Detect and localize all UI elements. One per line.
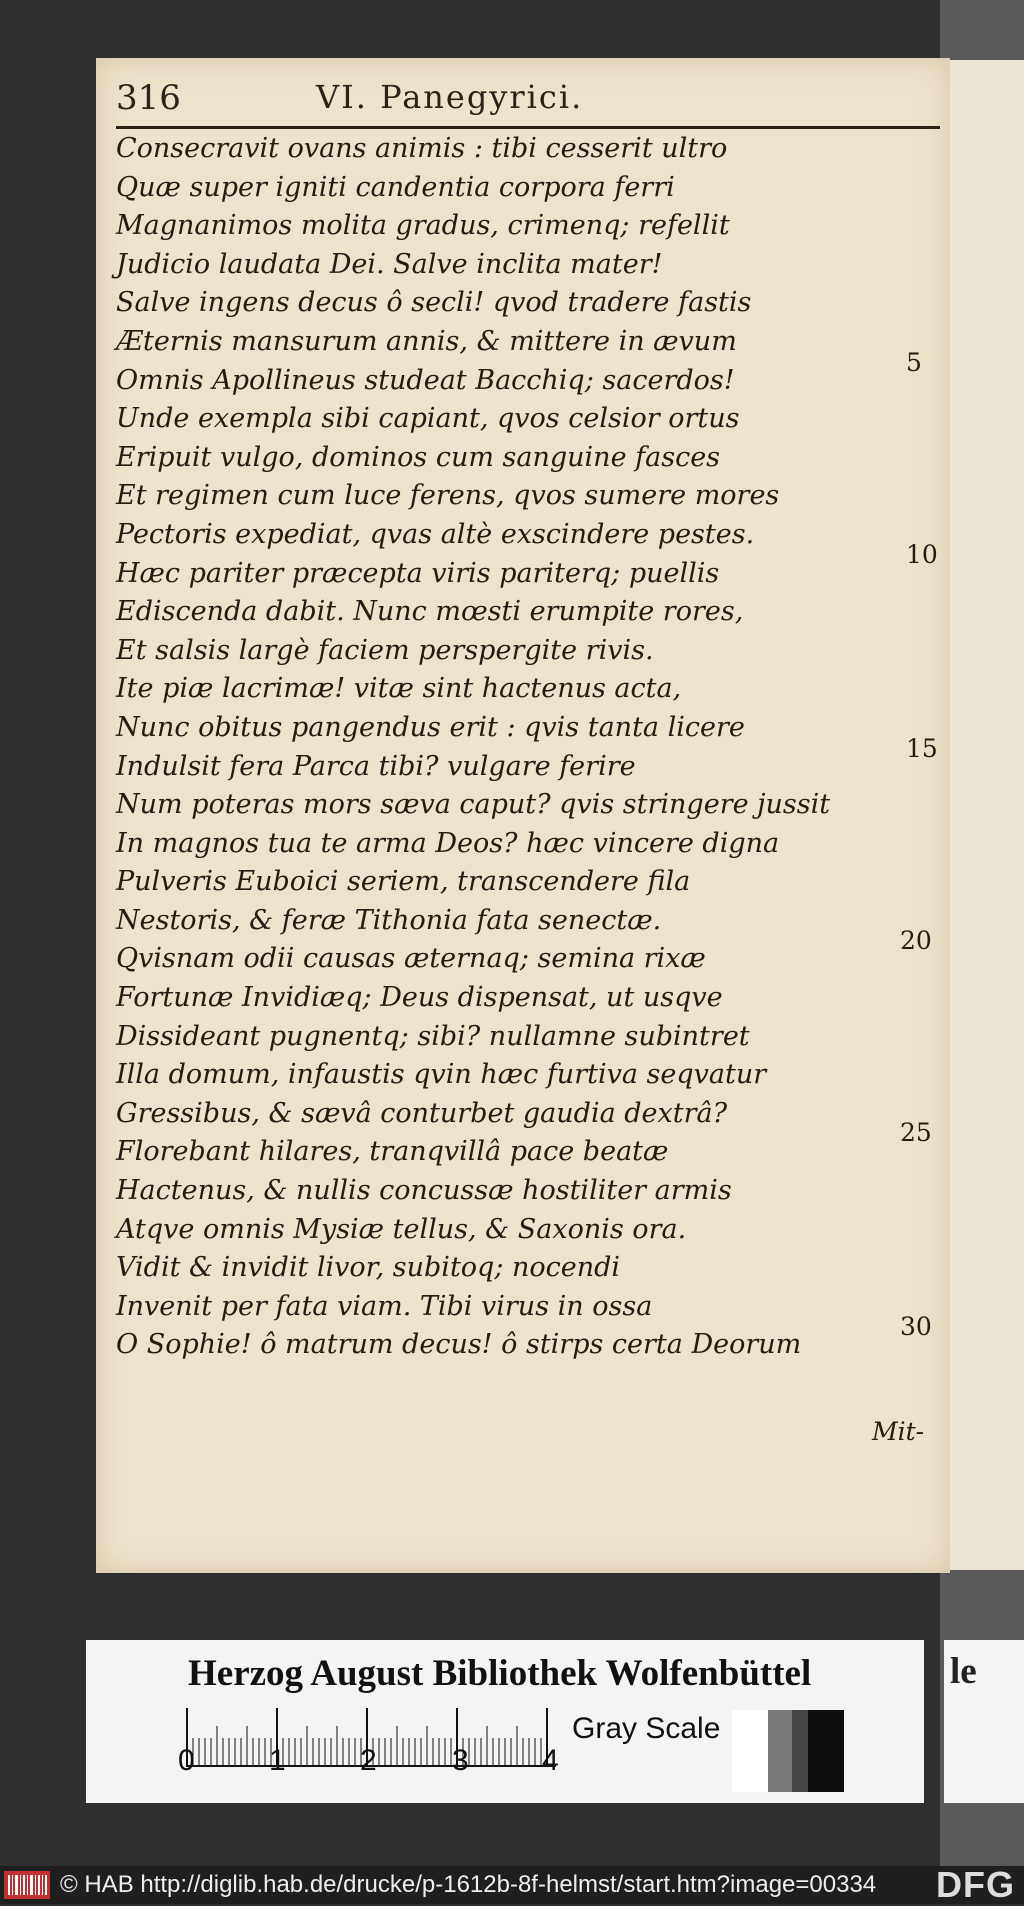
line-number: 30 bbox=[900, 1312, 932, 1341]
verse-line: Æternis mansurum annis, & mittere in ævum bbox=[116, 325, 737, 357]
barcode-icon bbox=[4, 1871, 50, 1899]
verse-line: O Sophie! ô matrum decus! ô stirps certa Deorum bbox=[116, 1329, 802, 1361]
header-rule bbox=[116, 126, 940, 129]
verse-line: Nestoris, & feræ Tithonia fata senectæ. bbox=[116, 904, 662, 936]
verse-line: Florebant hilares, tranqvillâ pace beatæ bbox=[116, 1136, 669, 1168]
footer-credit[interactable]: © HAB http://diglib.hab.de/drucke/p-1612b-8f-helmst/start.htm?image=00334 bbox=[60, 1871, 877, 1898]
verse-line: Vidit & invidit livor, subitoq; nocendi bbox=[116, 1252, 621, 1284]
verse-line: Judicio laudata Dei. Salve inclita mater! bbox=[116, 248, 663, 280]
adjacent-page bbox=[945, 60, 1024, 1570]
catchword: Mit- bbox=[872, 1417, 925, 1446]
verse-line: Illa domum, infaustis qvin hæc furtiva seqvatur bbox=[116, 1059, 767, 1091]
page-number: 316 bbox=[116, 78, 181, 118]
gray-swatch-dark bbox=[792, 1710, 808, 1792]
gray-swatch-mid bbox=[768, 1710, 792, 1792]
verse-line: Hactenus, & nullis concussæ hostiliter armis bbox=[116, 1175, 732, 1207]
verse-line: Indulsit fera Parca tibi? vulgare ferire bbox=[116, 750, 636, 782]
verse-line: Unde exempla sibi capiant, qvos celsior ortus bbox=[116, 403, 740, 435]
footer-bar bbox=[0, 1866, 1024, 1904]
verse-line: Fortunæ Invidiæq; Deus dispensat, ut usqve bbox=[116, 982, 723, 1014]
verse-line: Qvisnam odii causas æternaq; semina rixæ bbox=[116, 943, 706, 975]
gray-scale-label: Gray Scale bbox=[572, 1712, 721, 1745]
ruler-label: 4 bbox=[542, 1744, 559, 1777]
verse-line: Quæ super igniti candentia corpora ferri bbox=[116, 171, 675, 203]
verse-line: Salve ingens decus ô secli! qvod tradere fastis bbox=[116, 287, 752, 319]
line-number: 5 bbox=[906, 348, 922, 377]
line-number: 10 bbox=[906, 540, 938, 569]
verse-line: Magnanimos molita gradus, crimenq; refellit bbox=[116, 210, 730, 242]
verse-line: Et salsis largè faciem perspergite rivis. bbox=[116, 634, 654, 666]
adjacent-library-fragment: le bbox=[950, 1651, 977, 1692]
verse-line: Gressibus, & sævâ conturbet gaudia dextrâ? bbox=[116, 1097, 728, 1129]
ruler-label: 2 bbox=[360, 1744, 377, 1777]
verse-line: Ite piæ lacrimæ! vitæ sint hactenus acta, bbox=[116, 673, 682, 705]
color-scale-card bbox=[86, 1640, 924, 1803]
verse-line: Et regimen cum luce ferens, qvos sumere mores bbox=[116, 480, 780, 512]
verse-line: Pulveris Euboici seriem, transcendere fila bbox=[116, 866, 691, 898]
verse-line: Atqve omnis Mysiæ tellus, & Saxonis ora. bbox=[116, 1213, 687, 1245]
verse-text bbox=[116, 130, 876, 1365]
line-number: 20 bbox=[900, 926, 932, 955]
gray-swatch-white bbox=[732, 1710, 768, 1792]
running-head: VI. Panegyrici. bbox=[316, 78, 584, 116]
gray-swatch-black bbox=[808, 1710, 844, 1792]
ruler-label: 1 bbox=[269, 1744, 286, 1777]
verse-line: In magnos tua te arma Deos? hæc vincere digna bbox=[116, 827, 780, 859]
verse-line: Dissideant pugnentq; sibi? nullamne subintret bbox=[116, 1020, 750, 1052]
verse-line: Consecravit ovans animis : tibi cesserit ultro bbox=[116, 133, 728, 164]
adjacent-scale-card bbox=[944, 1640, 1024, 1803]
verse-line: Invenit per fata viam. Tibi virus in ossa bbox=[116, 1290, 653, 1322]
verse-line: Eripuit vulgo, dominos cum sanguine fasces bbox=[116, 441, 721, 473]
line-number: 15 bbox=[906, 734, 938, 763]
line-number: 25 bbox=[900, 1118, 932, 1147]
page-header bbox=[116, 78, 736, 118]
verse-line: Pectoris expediat, qvas altè exscindere pestes. bbox=[116, 518, 755, 550]
dfg-logo: DFG bbox=[936, 1864, 1015, 1905]
verse-line: Ediscenda dabit. Nunc mœsti erumpite rores, bbox=[116, 596, 744, 628]
verse-line: Num poteras mors sæva caput? qvis stringere jussit bbox=[116, 789, 831, 821]
verse-line: Nunc obitus pangendus erit : qvis tanta licere bbox=[116, 711, 745, 743]
ruler-label: 3 bbox=[452, 1744, 469, 1777]
verse-line: Omnis Apollineus studeat Bacchiq; sacerdos! bbox=[116, 364, 735, 396]
ruler-label: 0 bbox=[178, 1744, 195, 1777]
verse-line: Hæc pariter præcepta viris pariterq; puellis bbox=[116, 557, 720, 589]
library-name: Herzog August Bibliothek Wolfenbüttel bbox=[188, 1653, 812, 1694]
